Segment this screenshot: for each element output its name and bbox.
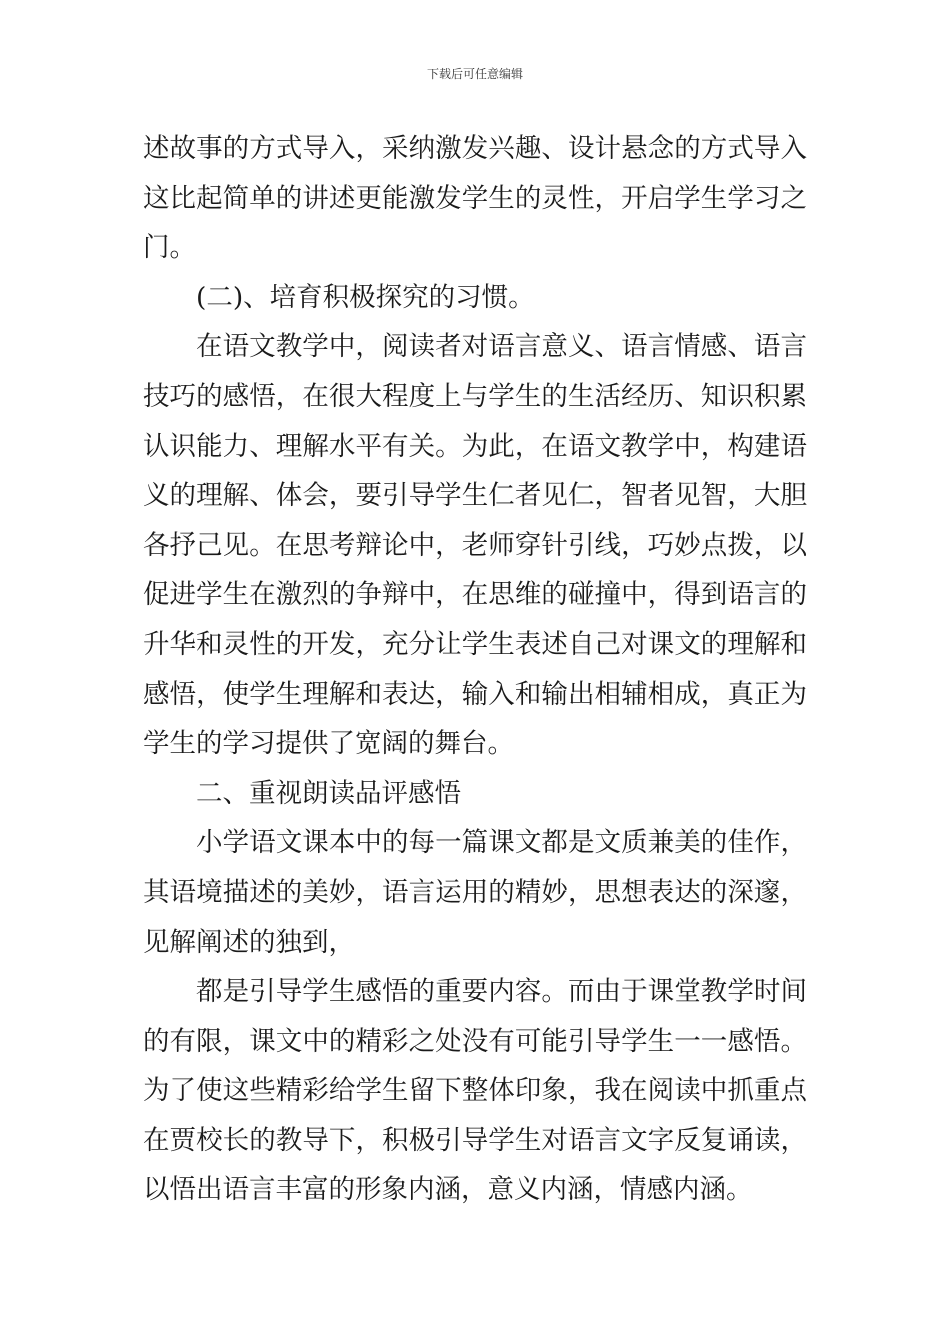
text-line: 学生的学习提供了宽阔的舞台。: [143, 728, 514, 760]
text-line: 这比起简单的讲述更能激发学生的灵性，开启学生学习之: [143, 182, 807, 214]
text-line: 以悟出语言丰富的形象内涵，意义内涵，情感内涵。: [143, 1174, 753, 1206]
text-line: 感悟，使学生理解和表达，输入和输出相辅相成，真正为: [143, 678, 807, 710]
text-line: 述故事的方式导入，采纳激发兴趣、设计悬念的方式导入: [143, 133, 807, 164]
paragraph-start: 小学语文课本中的每一篇课文都是文质兼美的佳作，: [196, 827, 807, 859]
document-body: [143, 124, 807, 1215]
text-line: 为了使这些精彩给学生留下整体印象，我在阅读中抓重点: [143, 1075, 807, 1107]
text-line: 的有限，课文中的精彩之处没有可能引导学生一一感悟。: [143, 1025, 807, 1057]
text-line: 认识能力、理解水平有关。为此，在语文教学中，构建语: [143, 430, 807, 462]
text-line: 升华和灵性的开发，充分让学生表述自己对课文的理解和: [143, 628, 807, 660]
text-line: 各抒己见。在思考辩论中，老师穿针引线，巧妙点拨，以: [143, 529, 807, 561]
text-line: 技巧的感悟，在很大程度上与学生的生活经历、知识积累: [143, 380, 807, 412]
text-line: 其语境描述的美妙，语言运用的精妙，思想表达的深邃，: [143, 876, 807, 908]
text-line: 义的理解、体会，要引导学生仁者见仁，智者见智，大胆: [143, 480, 807, 512]
section-heading: (二)、培育积极探究的习惯。: [196, 281, 535, 313]
text-line: 促进学生在激烈的争辩中，在思维的碰撞中，得到语言的: [143, 579, 807, 611]
text-line: 见解阐述的独到，: [143, 926, 355, 958]
text-line: 在贾校长的教导下，积极引导学生对语言文字反复诵读，: [143, 1124, 807, 1156]
section-heading: 二、重视朗读品评感悟: [196, 777, 461, 809]
page-header: 下载后可任意编辑: [426, 67, 523, 81]
paragraph-start: 都是引导学生感悟的重要内容。而由于课堂教学时间: [196, 976, 807, 1008]
text-line: 门。: [143, 232, 196, 264]
paragraph-start: 在语文教学中，阅读者对语言意义、语言情感、语言: [196, 331, 807, 363]
